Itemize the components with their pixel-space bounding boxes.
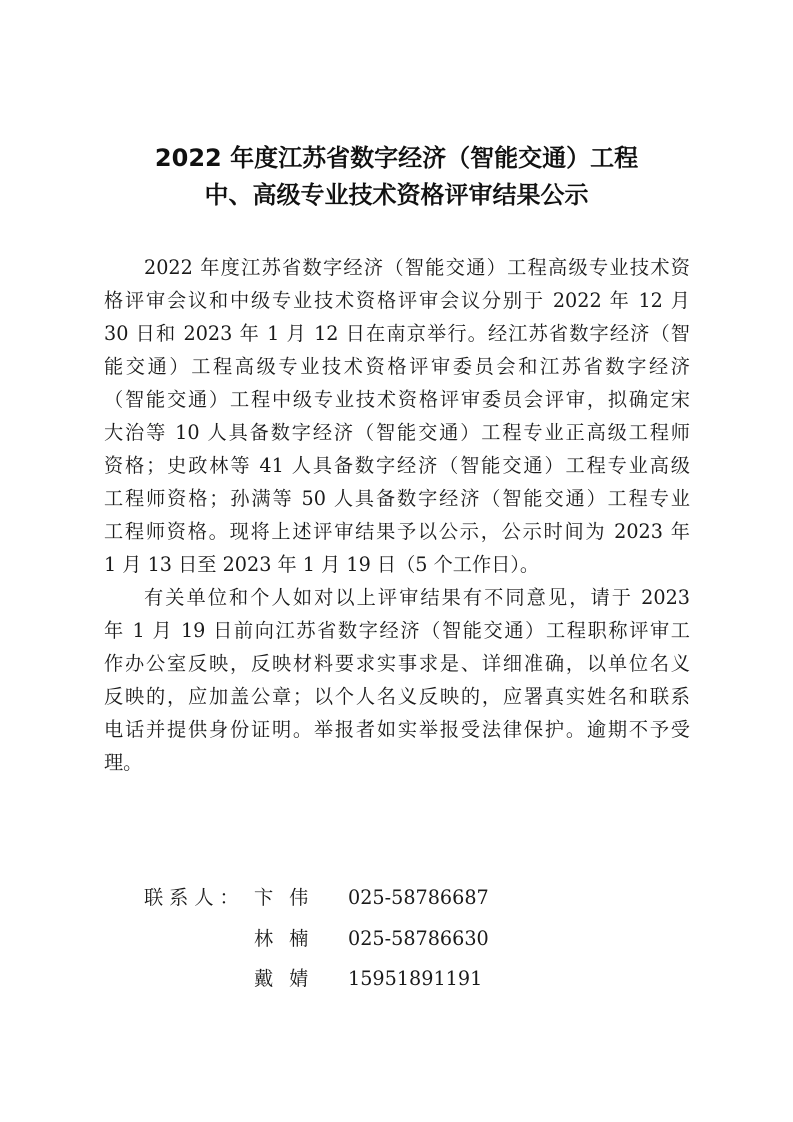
paragraph-line: 格评审会议和中级专业技术资格评审会议分别于 2022 年 12 月 [104, 289, 690, 312]
paragraph-line: 工程师资格；孙满等 50 人具备数字经济（智能交通）工程专业 [104, 487, 690, 510]
paragraph-line: 1 月 13 日至 2023 年 1 月 19 日（5 个工作日）。 [104, 553, 540, 576]
paragraph-line: 理。 [104, 751, 143, 774]
paragraph-line: 作办公室反映，反映材料要求实事求是、详细准确，以单位名义 [104, 652, 690, 675]
paragraph-line: 有关单位和个人如对以上评审结果有不同意见，请于 2023 [144, 586, 690, 609]
paragraph-line: 电话并提供身份证明。举报者如实举报受法律保护。逾期不予受 [104, 718, 690, 741]
paragraph-line: 大治等 10 人具备数字经济（智能交通）工程专业正高级工程师 [104, 421, 690, 444]
contact-name: 林楠 [254, 927, 325, 950]
paragraph-line: 资格；史政林等 41 人具备数字经济（智能交通）工程专业高级 [104, 454, 690, 477]
page-title-line-1: 2022 年度江苏省数字经济（智能交通）工程 [154, 144, 639, 172]
contact-phone: 025-58786687 [348, 886, 489, 909]
paragraph-line: 年 1 月 19 日前向江苏省数字经济（智能交通）工程职称评审工 [104, 619, 690, 642]
contact-name: 卞伟 [254, 886, 325, 909]
contact-label: 联系人： [144, 886, 245, 909]
paragraph-line: 反映的，应加盖公章；以个人名义反映的，应署真实姓名和联系 [104, 685, 690, 708]
contact-phone: 025-58786630 [348, 927, 489, 950]
paragraph-line: 能交通）工程高级专业技术资格评审委员会和江苏省数字经济 [104, 355, 690, 378]
page-title-line-2: 中、高级专业技术资格评审结果公示 [204, 181, 589, 209]
paragraph-line: 工程师资格。现将上述评审结果予以公示，公示时间为 2023 年 [104, 520, 690, 543]
contact-phone: 15951891191 [348, 967, 483, 990]
paragraph-line: 2022 年度江苏省数字经济（智能交通）工程高级专业技术资 [144, 256, 690, 279]
paragraph-line: （智能交通）工程中级专业技术资格评审委员会评审，拟确定宋 [104, 388, 690, 411]
paragraph-line: 30 日和 2023 年 1 月 12 日在南京举行。经江苏省数字经济（智 [104, 322, 690, 345]
contact-name: 戴婧 [254, 967, 325, 990]
